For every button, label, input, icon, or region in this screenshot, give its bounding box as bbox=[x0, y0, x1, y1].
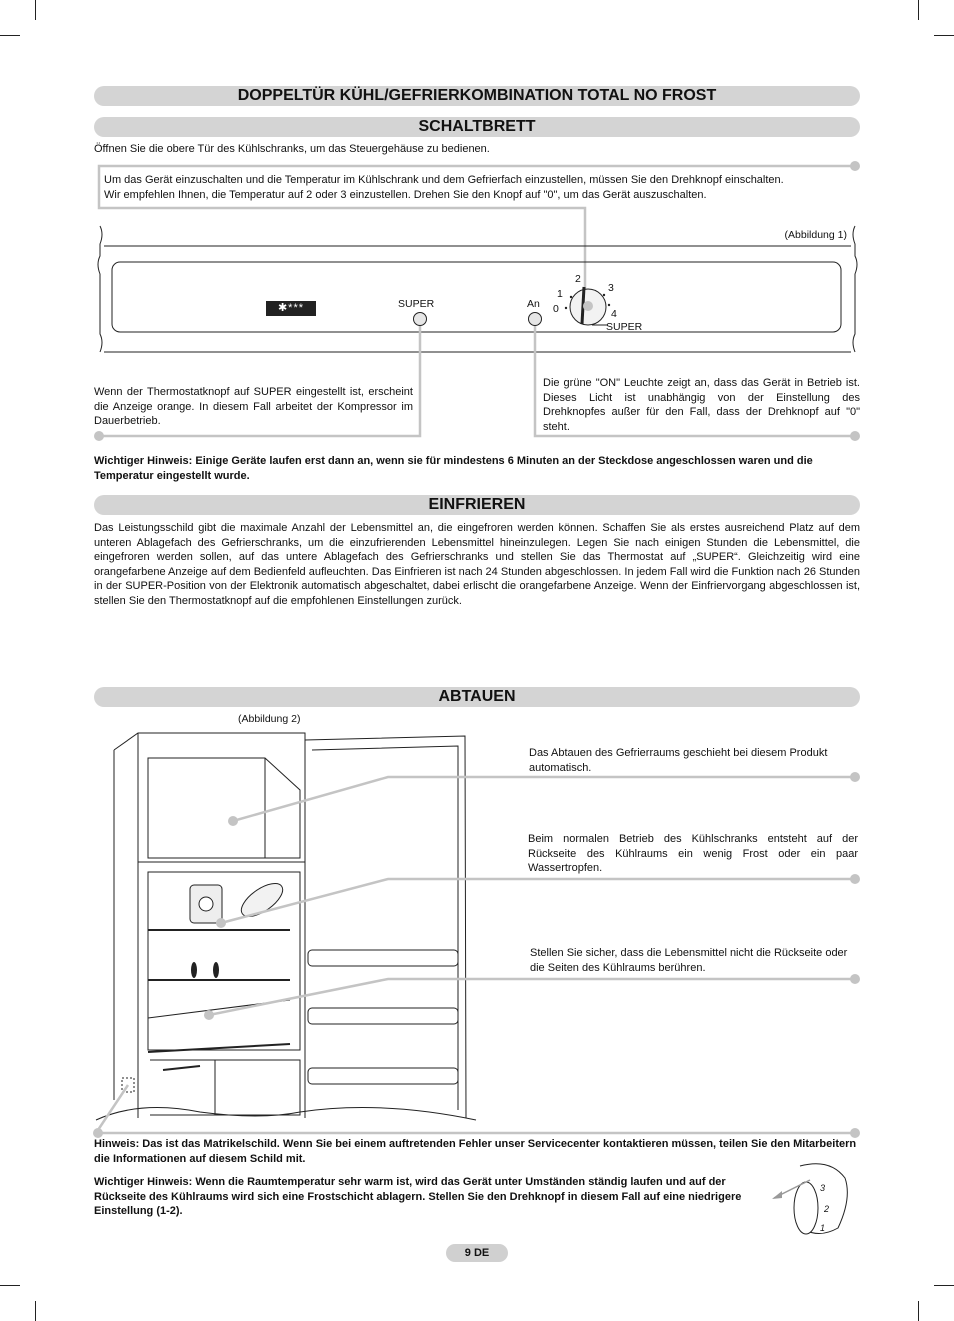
on-lamp-icon bbox=[529, 313, 542, 326]
knob-mark-2: 2 bbox=[824, 1204, 830, 1214]
dial-mark-super: SUPER bbox=[606, 321, 643, 333]
rating-plate-note: Hinweis: Das ist das Matrikelschild. Wenn Sie bei einem auftretenden Fehler unser Servicecenter kontaktieren müssen, teilen Sie den Mitarbeitern die Informationen auf diesem Schild mit. bbox=[94, 1138, 857, 1165]
einfrieren-body: Das Leistungsschild gibt die maximale Anzahl der Lebensmittel an, die eingefroren werden können. Schaffen Sie als erstes ausreichend Platz auf dem unteren Ablagefach des Gefrierschranks, um die einzufrierenden Lebensmittel hineinzulegen. Legen Sie nach einigen Stunden die Lebensmittel, die eingefroren werden sollen, auf das untere Ablagefach des Gefrierschranks und stellen Sie das Thermostat auf „SUPER“. Gleichzeitig wird eine orangefarbene Anzeige auf dem Bedienfeld aufleuchten. Das Einfrieren ist nach 24 Stunden abgeschlossen. In jedem Fall wird die Funktion nach 26 Stunden in der SUPER-Position von der Elektronik automatisch abgeschaltet, dabei erlischt die orangefarbene Anzeige. Wenn der Einfriervorgang abgeschlossen ist, stellen Sie den Thermostatknopf auf die empfohlenen Einstellungen zurück. bbox=[94, 522, 860, 607]
dial-mark-1: 1 bbox=[557, 288, 563, 300]
warm-room-note: Wichtiger Hinweis: Wenn die Raumtemperatur sehr warm ist, wird das Gerät unter Umständen ständig laufen und auf der Rückseite des Kühlraums wird sich eine Frostschicht ablagern. Stellen Sie den Drehknopf in diesem Fall auf eine niedrigere Einstellung (1-2). bbox=[94, 1176, 742, 1217]
crop-mark bbox=[35, 1301, 36, 1321]
knob-mark-3: 3 bbox=[820, 1183, 826, 1193]
on-lamp-label: An bbox=[527, 298, 540, 310]
abtauen-note-frost: Beim normalen Betrieb des Kühlschranks entsteht auf der Rückseite des Kühlraums ein wenig Frost oder ein paar Wassertropfen. bbox=[528, 833, 858, 874]
section-heading-abtauen: ABTAUEN bbox=[94, 687, 860, 707]
page-number: 9 DE bbox=[446, 1244, 508, 1262]
section-heading-schaltbrett: SCHALTBRETT bbox=[94, 117, 860, 137]
figure-2-label: (Abbildung 2) bbox=[238, 713, 301, 725]
page-title: DOPPELTÜR KÜHL/GEFRIERKOMBINATION TOTAL NO FROST bbox=[94, 86, 860, 106]
crop-mark bbox=[0, 1285, 20, 1286]
crop-mark bbox=[934, 1285, 954, 1286]
important-note-startup: Wichtiger Hinweis: Einige Geräte laufen erst dann an, wenn sie für mindestens 6 Minuten an der Steckdose angeschlossen waren und die Temperatur eingestellt wurde. bbox=[94, 455, 813, 482]
on-light-note: Die grüne "ON" Leuchte zeigt an, dass das Gerät in Betrieb ist. Dieses Licht ist unabhängig von der Einstellung des Drehknopfes außer für den Fall, dass der Drehknopf auf "0" steht. bbox=[543, 377, 860, 433]
schaltbrett-intro: Öffnen Sie die obere Tür des Kühlschranks, um das Steuergehäuse zu bedienen. bbox=[94, 143, 490, 155]
dial-mark-2: 2 bbox=[575, 273, 581, 285]
super-lamp-label: SUPER bbox=[398, 298, 435, 310]
dial-mark-3: 3 bbox=[608, 282, 614, 294]
dial-mark-0: 0 bbox=[553, 303, 559, 315]
instruction-box-line1: Um das Gerät einzuschalten und die Temperatur im Kühlschrank und dem Gefrierfach einzustellen, müssen Sie den Drehknopf einschalten. bbox=[104, 174, 784, 186]
instruction-box-line2: Wir empfehlen Ihnen, die Temperatur auf 2 oder 3 einzustellen. Drehen Sie den Knopf auf "0", um das Gerät auszuschalten. bbox=[104, 189, 707, 201]
knob-mark-1: 1 bbox=[820, 1223, 826, 1233]
abtauen-note-automatic: Das Abtauen des Gefrierraums geschieht bei diesem Produkt automatisch. bbox=[529, 747, 828, 774]
dial-mark-4: 4 bbox=[611, 308, 617, 320]
freezer-symbol-text: ✱*** bbox=[277, 302, 305, 314]
crop-mark bbox=[918, 1301, 919, 1321]
knob-setting-figure bbox=[770, 1158, 860, 1238]
section-heading-einfrieren: EINFRIEREN bbox=[94, 495, 860, 515]
figure-1-label: (Abbildung 1) bbox=[784, 229, 847, 241]
super-note: Wenn der Thermostatknopf auf SUPER eingestellt ist, erscheint die Anzeige orange. In diesem Fall arbeitet der Kompressor im Dauerbetrieb. bbox=[94, 386, 413, 427]
abtauen-note-food: Stellen Sie sicher, dass die Lebensmittel nicht die Rückseite oder die Seiten des Kühlraums berühren. bbox=[530, 947, 848, 974]
super-lamp-icon bbox=[414, 313, 427, 326]
